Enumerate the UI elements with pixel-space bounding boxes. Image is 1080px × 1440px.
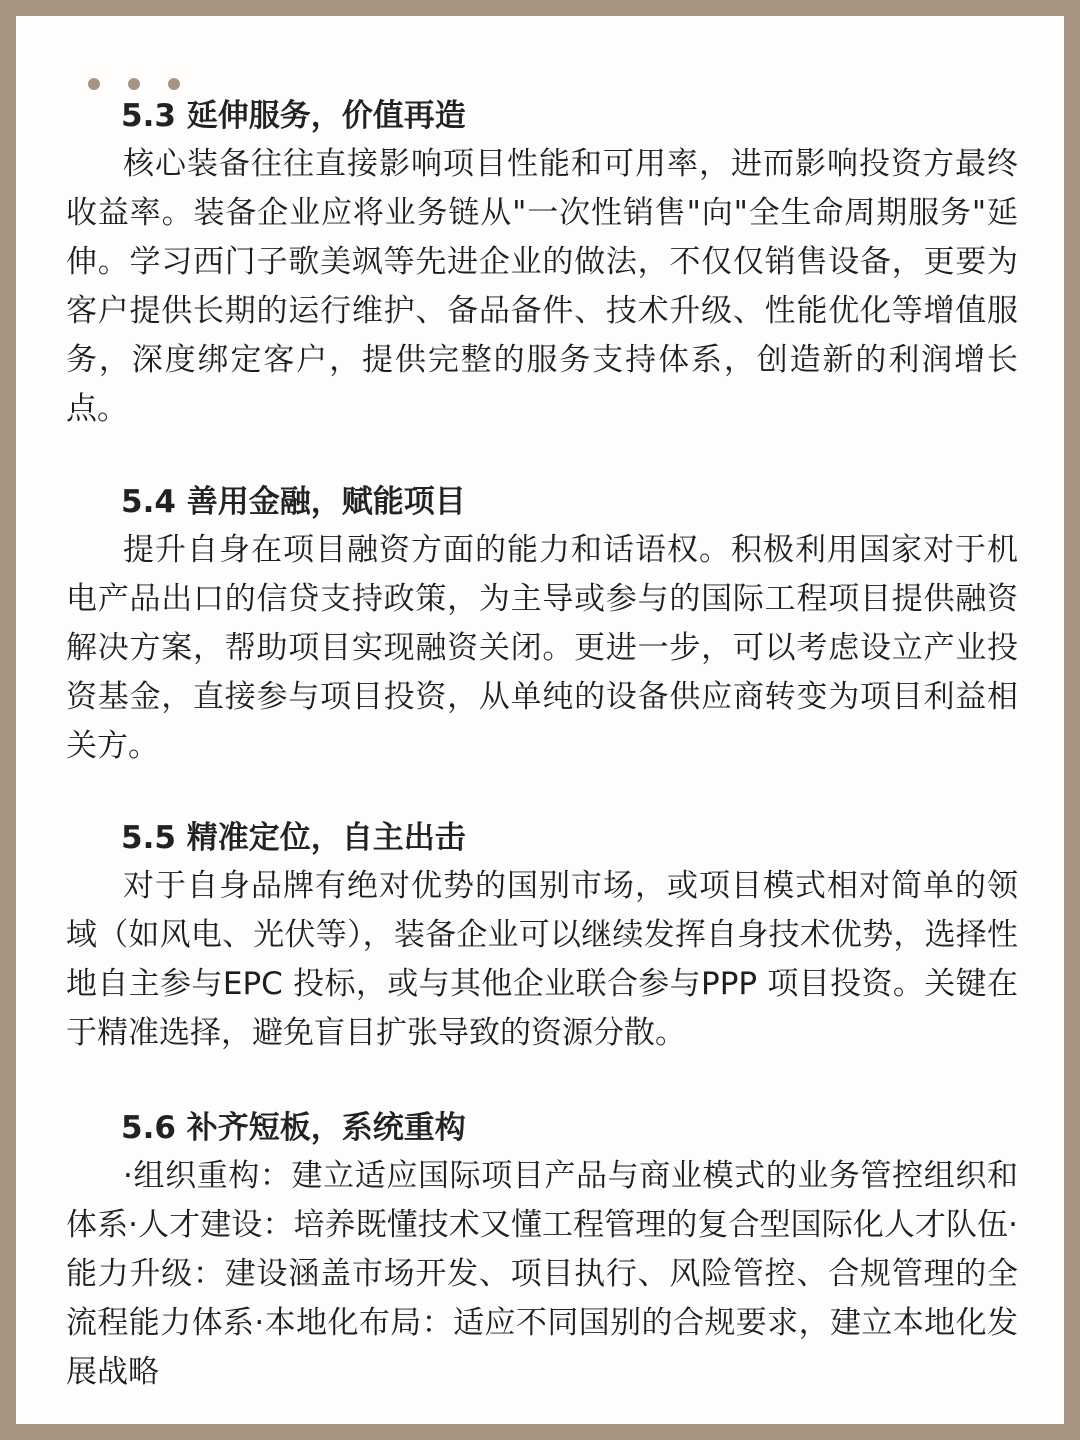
dot [168, 78, 180, 90]
section-5-4 [66, 482, 1018, 771]
section-body: ·组织重构：建立适应国际项目产品与商业模式的业务管控组织和体系·人才建设：培养既懂技术又懂工程管理的复合型国际化人才队伍·能力升级：建设涵盖市场开发、项目执行、风险管控、合规管理的全流程能力体系·本地化布局：适应不同国别的合规要求，建立本地化发展战略 [66, 1158, 1018, 1390]
section-5-3 [66, 96, 1018, 434]
dot [128, 78, 140, 90]
section-heading: 5.6 补齐短板，系统重构 [121, 1110, 466, 1146]
section-heading: 5.4 善用金融，赋能项目 [121, 484, 466, 520]
dot [88, 78, 100, 90]
section-heading: 5.5 精准定位，自主出击 [121, 820, 466, 856]
section-body: 核心装备往往直接影响项目性能和可用率，进而影响投资方最终收益率。装备企业应将业务链从"一次性销售"向"全生命周期服务"延伸。学习西门子歌美飒等先进企业的做法，不仅仅销售设备，更要为客户提供长期的运行维护、备品备件、技术升级、性能优化等增值服务，深度绑定客户，提供完整的服务支持体系，创造新的利润增长点。 [66, 146, 1018, 427]
section-5-6 [66, 1108, 1018, 1397]
section-heading: 5.3 延伸服务，价值再造 [121, 98, 466, 134]
more-dots-icon [88, 78, 180, 90]
section-body: 对于自身品牌有绝对优势的国别市场，或项目模式相对简单的领域（如风电、光伏等），装备企业可以继续发挥自身技术优势，选择性地自主参与EPC 投标，或与其他企业联合参与PPP 项目投资。关键在于精准选择，避免盲目扩张导致的资源分散。 [66, 868, 1018, 1051]
section-body: 提升自身在项目融资方面的能力和话语权。积极利用国家对于机电产品出口的信贷支持政策，为主导或参与的国际工程项目提供融资解决方案，帮助项目实现融资关闭。更进一步，可以考虑设立产业投资基金，直接参与项目投资，从单纯的设备供应商转变为项目利益相关方。 [66, 532, 1018, 764]
section-5-5 [66, 818, 1018, 1058]
